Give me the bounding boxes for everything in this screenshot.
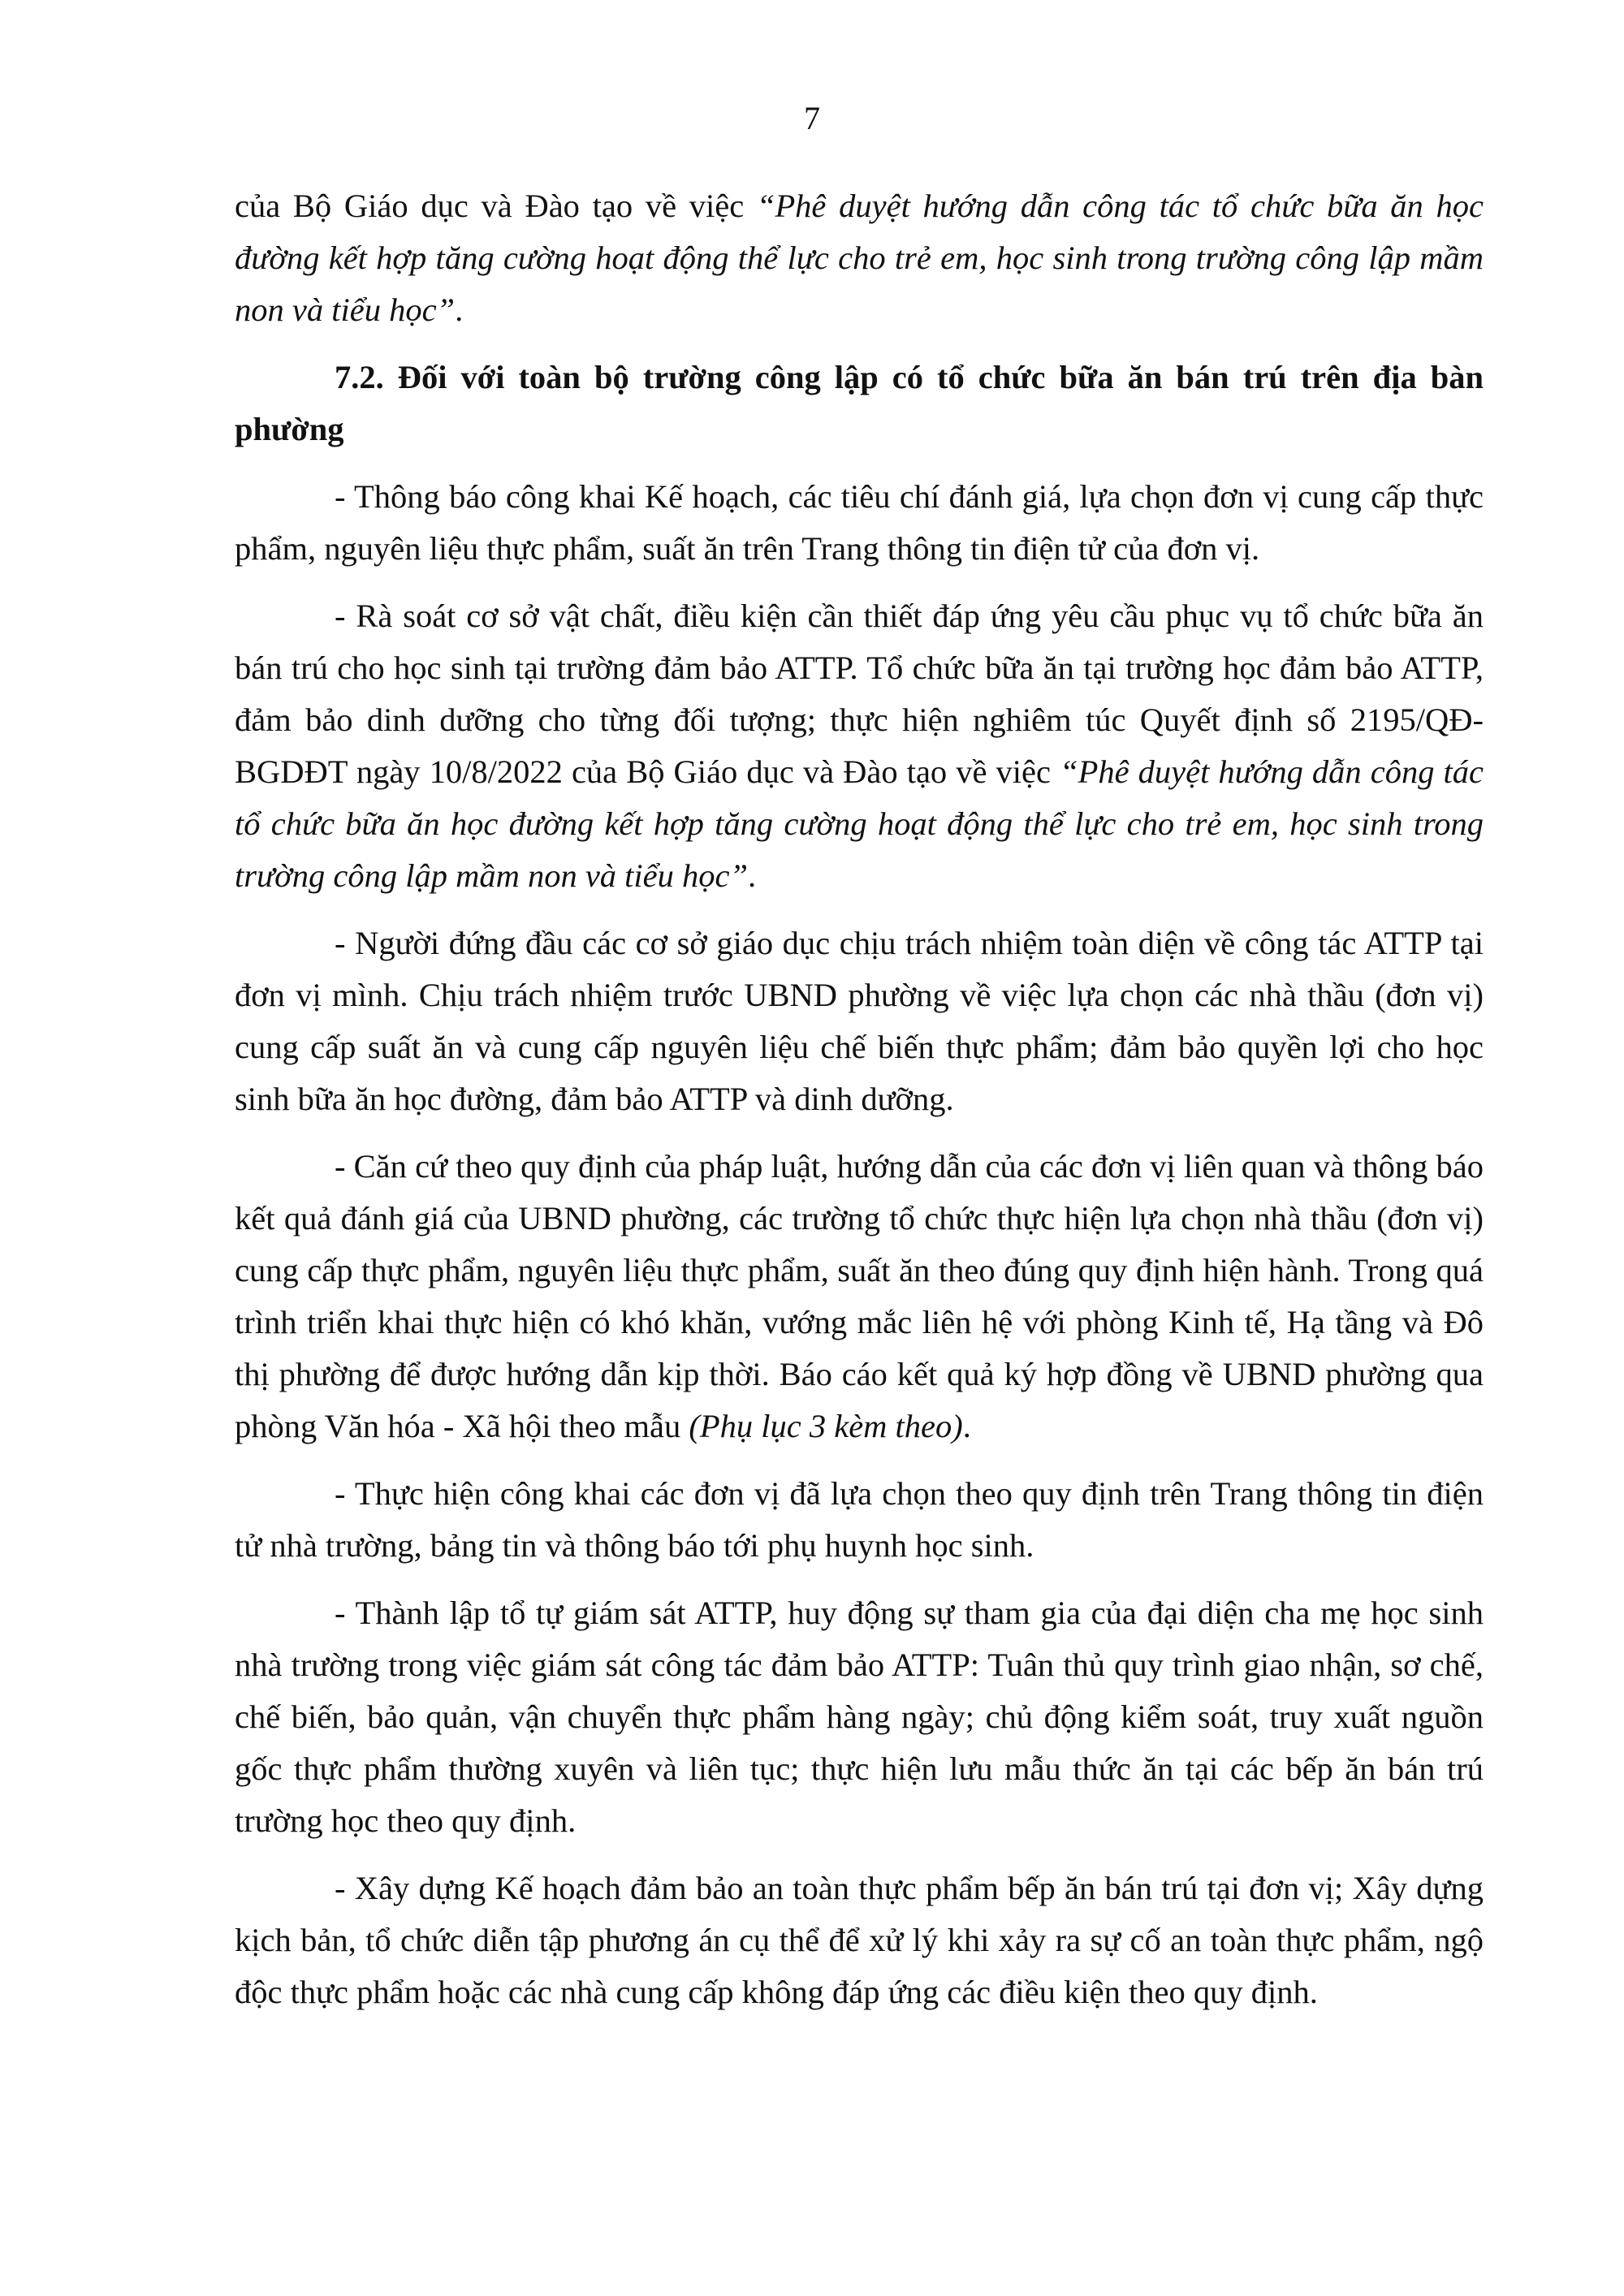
paragraph-tail: . bbox=[455, 291, 464, 328]
paragraph-facility-review bbox=[235, 590, 1484, 902]
italic-quote: “Phê duyệt hướng dẫn công tác tổ chức bữa ăn học đường kết hợp tăng cường hoạt động thể lực cho trẻ em, học sinh trong trường công lập mầm non và tiểu học” bbox=[235, 753, 1484, 894]
paragraph-contractor-selection bbox=[235, 1141, 1484, 1452]
paragraph-publicize-units: - Thực hiện công khai các đơn vị đã lựa chọn theo quy định trên Trang thông tin điện tử nhà trường, bảng tin và thông báo tới phụ huynh học sinh. bbox=[235, 1475, 1484, 1564]
italic-quote: “Phê duyệt hướng dẫn công tác tổ chức bữa ăn học đường kết hợp tăng cường hoạt động thể lực cho trẻ em, học sinh trong trường công lập mầm non và tiểu học” bbox=[235, 188, 1484, 328]
paragraph-text: - Căn cứ theo quy định của pháp luật, hướng dẫn của các đơn vị liên quan và thông báo kết quả đánh giá của UBND phường, các trường tổ chức thực hiện lựa chọn nhà thầu (đơn vị) cung cấp thực phẩm, nguyên liệu thực phẩm, suất ăn theo đúng quy định hiện hành. Trong quá trình triển khai thực hiện có khó khăn, vướng mắc liên hệ với phòng Kinh tế, Hạ tầng và Đô thị phường để được hướng dẫn kịp thời. Báo cáo kết quả ký hợp đồng về UBND phường qua phòng Văn hóa - Xã hội theo mẫu bbox=[235, 1148, 1484, 1444]
section-heading-7-2: 7.2. Đối với toàn bộ trường công lập có tổ chức bữa ăn bán trú trên địa bàn phường bbox=[235, 359, 1484, 447]
paragraph-tail: . bbox=[748, 857, 757, 894]
paragraph-public-notice: - Thông báo công khai Kế hoạch, các tiêu chí đánh giá, lựa chọn đơn vị cung cấp thực phẩm, nguyên liệu thực phẩm, suất ăn trên Trang thông tin điện tử của đơn vị. bbox=[235, 478, 1484, 567]
paragraph-head-responsibility: - Người đứng đầu các cơ sở giáo dục chịu trách nhiệm toàn diện về công tác ATTP tại đơn vị mình. Chịu trách nhiệm trước UBND phường về việc lựa chọn các nhà thầu (đơn vị) cung cấp suất ăn và cung cấp nguyên liệu chế biến thực phẩm; đảm bảo quyền lợi cho học sinh bữa ăn học đường, đảm bảo ATTP và dinh dưỡng. bbox=[235, 925, 1484, 1117]
paragraph-supervision-team: - Thành lập tổ tự giám sát ATTP, huy động sự tham gia của đại diện cha mẹ học sinh nhà trường trong việc giám sát công tác đảm bảo ATTP: Tuân thủ quy trình giao nhận, sơ chế, chế biến, bảo quản, vận chuyển thực phẩm hàng ngày; chủ động kiểm soát, truy xuất nguồn gốc thực phẩm thường xuyên và liên tục; thực hiện lưu mẫu thức ăn tại các bếp ăn bán trú trường học theo quy định. bbox=[235, 1595, 1484, 1839]
italic-appendix-ref: (Phụ lục 3 kèm theo) bbox=[689, 1408, 963, 1444]
page-number: 7 bbox=[804, 100, 820, 136]
paragraph-text: của Bộ Giáo dục và Đào tạo về việc bbox=[235, 188, 757, 224]
paragraph-safety-plan: - Xây dựng Kế hoạch đảm bảo an toàn thực phẩm bếp ăn bán trú tại đơn vị; Xây dựng kịch bản, tổ chức diễn tập phương án cụ thể để xử lý khi xảy ra sự cố an toàn thực phẩm, ngộ độc thực phẩm hoặc các nhà cung cấp không đáp ứng các điều kiện theo quy định. bbox=[235, 1870, 1484, 2010]
paragraph-text: - Rà soát cơ sở vật chất, điều kiện cần thiết đáp ứng yêu cầu phục vụ tổ chức bữa ăn bán trú cho học sinh tại trường đảm bảo ATTP. Tổ chức bữa ăn tại trường học đảm bảo ATTP, đảm bảo dinh dưỡng cho từng đối tượng; thực hiện nghiêm túc Quyết định số 2195/QĐ-BGDĐT ngày 10/8/2022 của Bộ Giáo dục và Đào tạo về việc bbox=[235, 598, 1484, 790]
paragraph-tail: . bbox=[962, 1408, 971, 1444]
document-body bbox=[235, 180, 1484, 2034]
paragraph-continuation bbox=[235, 180, 1484, 336]
